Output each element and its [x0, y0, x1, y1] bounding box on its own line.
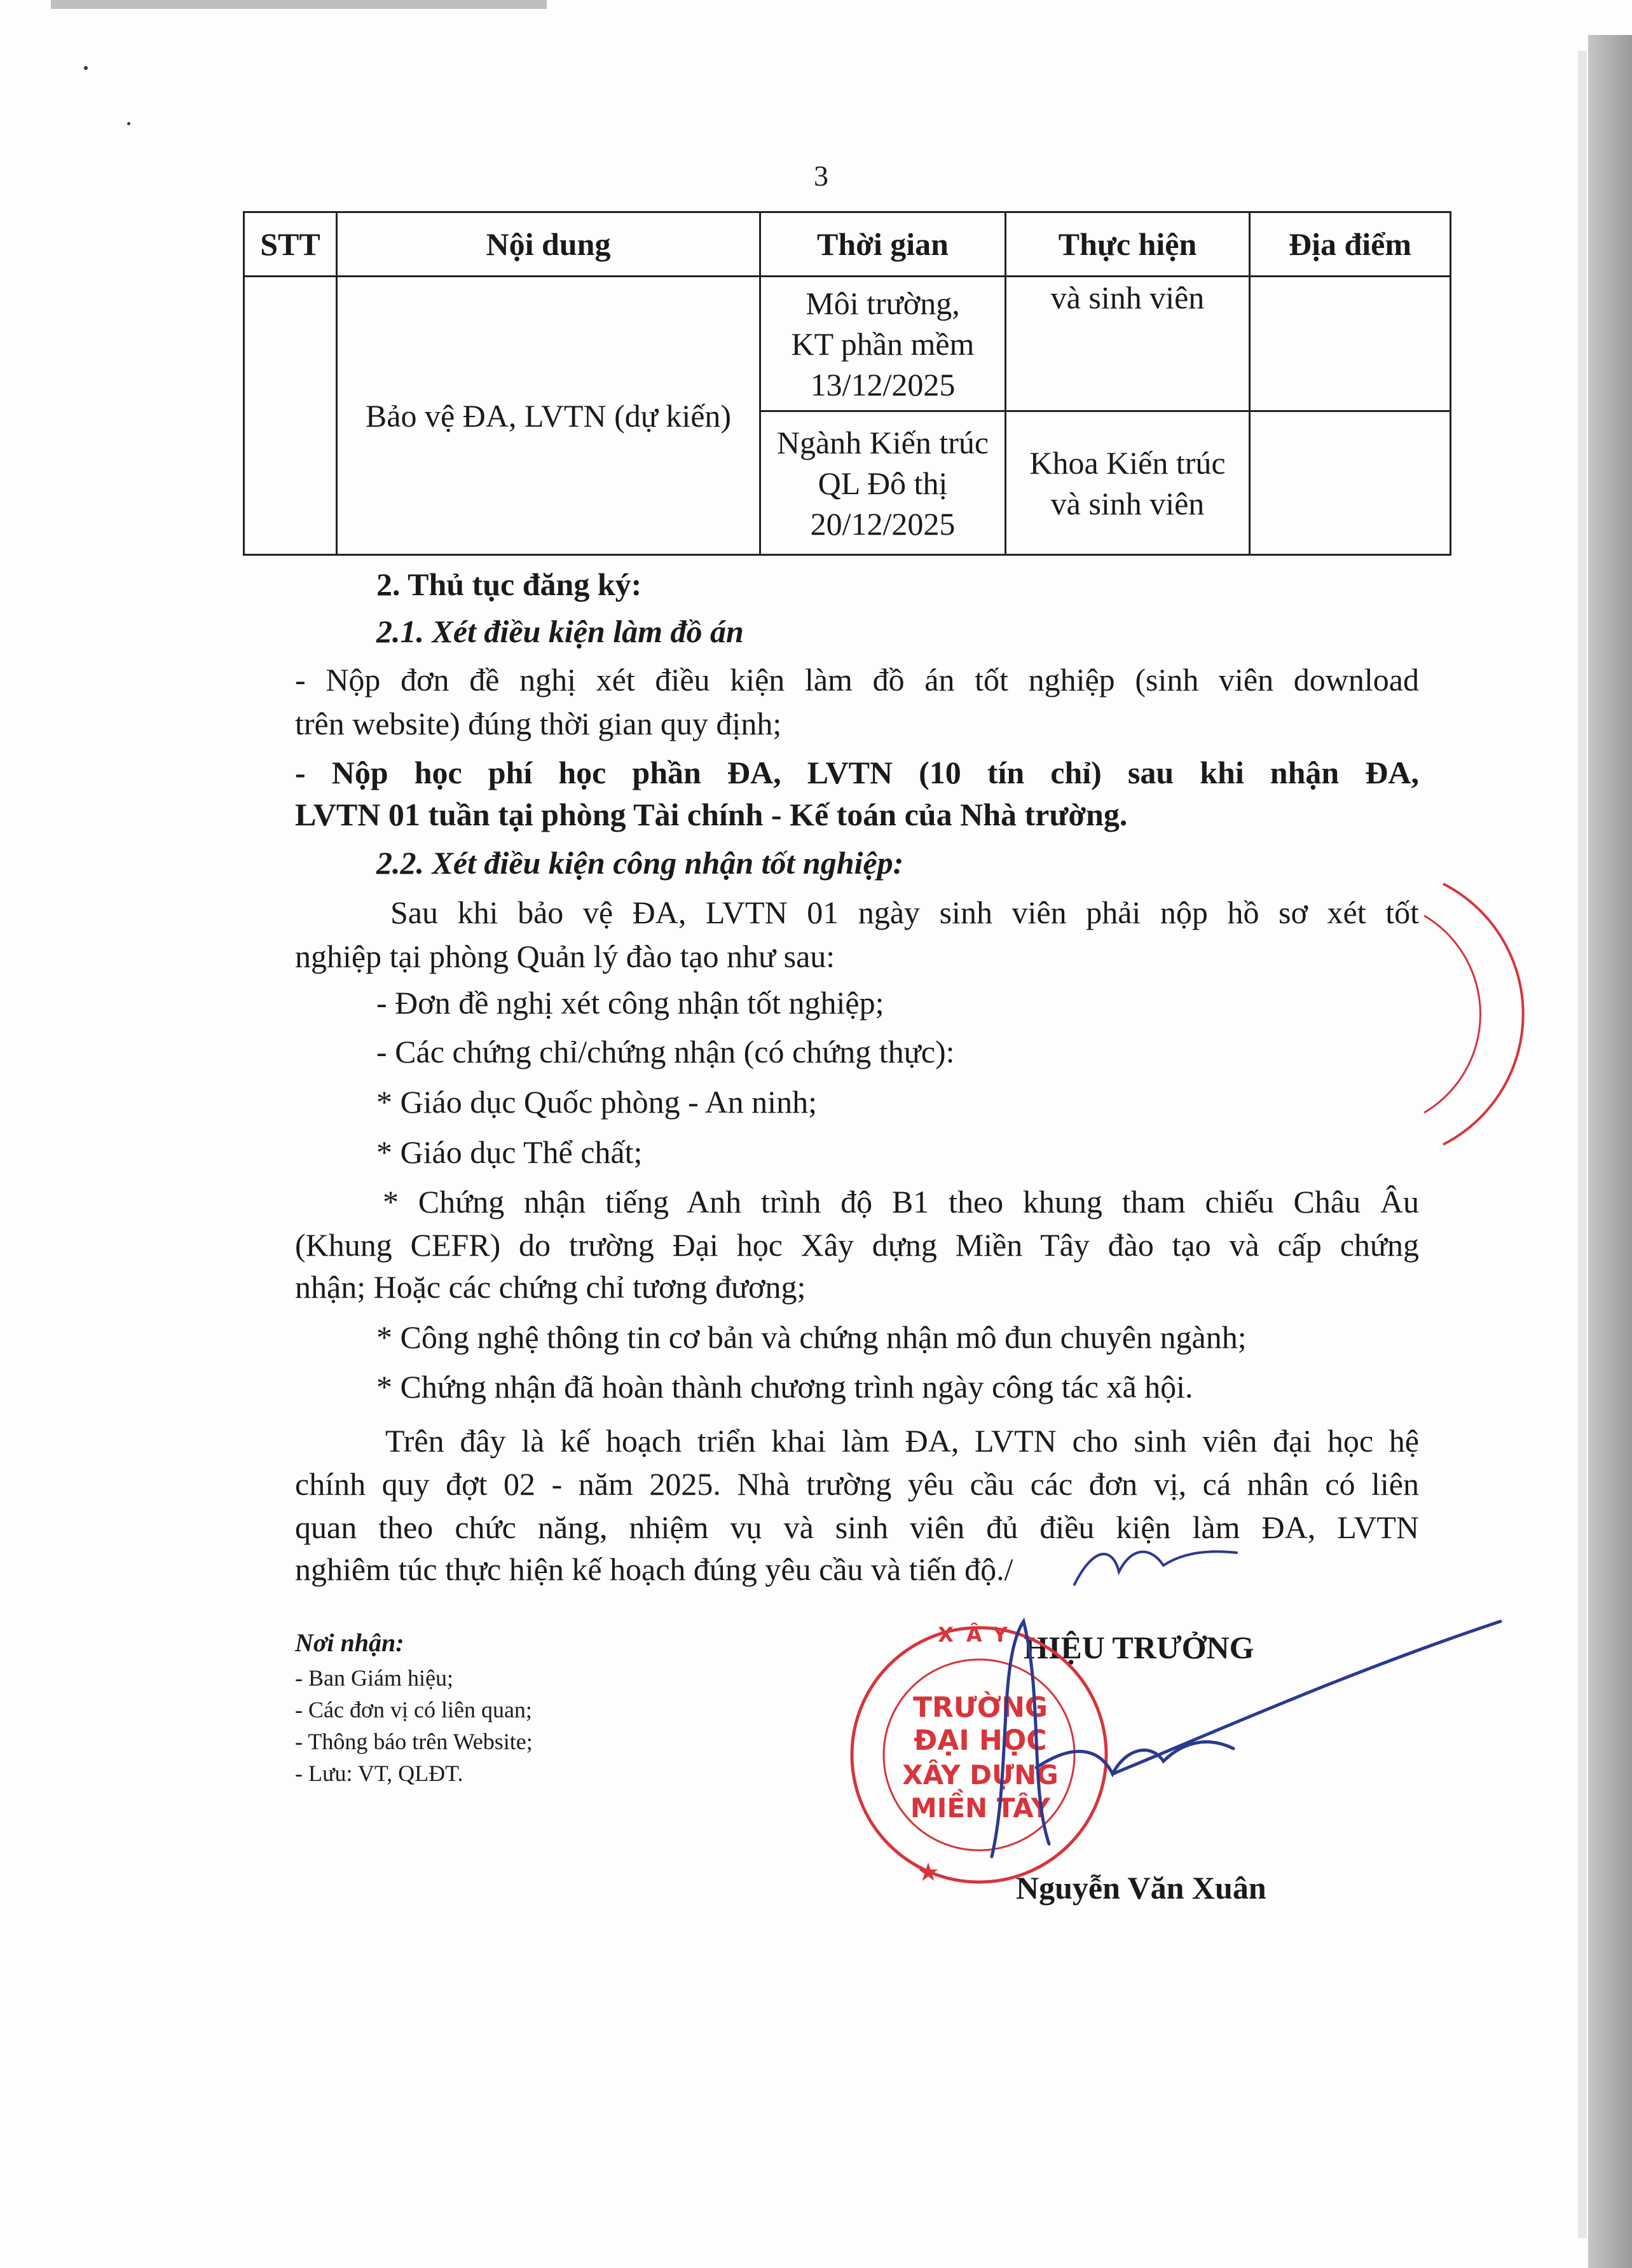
list-item: * Giáo dục Quốc phòng - An ninh; — [376, 1084, 817, 1120]
doer-line: Khoa Kiến trúc — [1029, 444, 1226, 481]
recipient-item: - Thông báo trên Website; — [295, 1729, 533, 1754]
svg-text:MIỀN TÂY: MIỀN TÂY — [910, 1792, 1051, 1824]
list-item: * Công nghệ thông tin cơ bản và chứng nhận mô đun chuyên ngành; — [376, 1319, 1247, 1355]
svg-text:XÂY DỰNG: XÂY DỰNG — [902, 1759, 1059, 1790]
time-line: Môi trường, — [806, 285, 960, 321]
list-item: nhận; Hoặc các chứng chỉ tương đương; — [295, 1269, 806, 1305]
doer-line: và sinh viên — [1050, 280, 1205, 315]
paragraph-line: trên website) đúng thời gian quy định; — [295, 706, 782, 741]
table-row — [244, 277, 1451, 411]
svg-text:TRƯỜNG: TRƯỜNG — [912, 1691, 1048, 1724]
time-line: Ngành Kiến trúc — [776, 424, 989, 460]
cell-time — [760, 277, 1006, 411]
schedule-table — [243, 211, 1451, 556]
time-line: KT phần mềm — [791, 326, 975, 362]
svg-text:ĐẠI HỌC: ĐẠI HỌC — [914, 1724, 1047, 1757]
recipients-title: Nơi nhận: — [295, 1628, 404, 1657]
recipient-item: - Lưu: VT, QLĐT. — [295, 1761, 463, 1786]
time-line: 20/12/2025 — [810, 505, 956, 542]
list-item: (Khung CEFR) do trường Đại học Xây dựng Miền Tây đào tạo và cấp chứng — [295, 1227, 1419, 1263]
cell-stt — [244, 277, 337, 555]
signer-name: Nguyễn Văn Xuân — [1016, 1870, 1266, 1906]
header-place: Địa điểm — [1250, 212, 1451, 277]
paragraph-line-bold: - Nộp học phí học phần ĐA, LVTN (10 tín chỉ) sau khi nhận ĐA, — [295, 755, 1419, 790]
cell-doer — [1006, 411, 1250, 555]
signer-title: HIỆU TRƯỞNG — [1024, 1630, 1254, 1665]
header-time: Thời gian — [760, 212, 1006, 277]
header-doer: Thực hiện — [1006, 212, 1250, 277]
list-item: * Chứng nhận tiếng Anh trình độ B1 theo khung tham chiếu Châu Âu — [383, 1184, 1419, 1220]
recipient-item: - Các đơn vị có liên quan; — [295, 1697, 532, 1722]
paragraph-line: - Nộp đơn đề nghị xét điều kiện làm đồ án tốt nghiệp (sinh viên download — [295, 662, 1419, 698]
table-header-row — [244, 212, 1451, 277]
header-content: Nội dung — [337, 212, 760, 277]
section-heading: 2. Thủ tục đăng ký: — [376, 567, 642, 602]
list-item: - Đơn đề nghị xét công nhận tốt nghiệp; — [376, 985, 884, 1021]
scan-edge-right — [1588, 35, 1632, 2268]
paragraph-line: Trên đây là kế hoạch triển khai làm ĐA, LVTN cho sinh viên đại học hệ — [385, 1423, 1419, 1459]
time-line: QL Đô thị — [818, 465, 948, 501]
subsection-heading: 2.1. Xét điều kiện làm đồ án — [376, 614, 744, 649]
cell-place — [1250, 277, 1451, 411]
paragraph-line: nghiệp tại phòng Quản lý đào tạo như sau: — [295, 938, 835, 974]
page-number: 3 — [814, 160, 828, 192]
svg-text:XÂY: XÂY — [938, 1623, 1020, 1647]
cell-content: Bảo vệ ĐA, LVTN (dự kiến) — [337, 277, 760, 555]
paragraph-line: chính quy đợt 02 - năm 2025. Nhà trường yêu cầu các đơn vị, cá nhân có liên — [295, 1466, 1419, 1502]
scan-edge-top — [51, 0, 547, 9]
cell-doer — [1006, 277, 1250, 411]
paragraph-line: quan theo chức năng, nhiệm vụ và sinh viên đủ điều kiện làm ĐA, LVTN — [295, 1509, 1419, 1545]
initials-signature — [1068, 1534, 1240, 1597]
subsection-heading: 2.2. Xét điều kiện công nhận tốt nghiệp: — [376, 845, 904, 881]
paragraph-line: nghiêm túc thực hiện kế hoạch đúng yêu cầu và tiến độ./ — [295, 1551, 1013, 1587]
scan-dust — [127, 122, 130, 125]
header-stt: STT — [244, 212, 337, 277]
handwritten-signature — [954, 1583, 1513, 1863]
paragraph-line: Sau khi bảo vệ ĐA, LVTN 01 ngày sinh viên phải nộp hồ sơ xét tốt — [390, 895, 1419, 930]
list-item: * Giáo dục Thể chất; — [376, 1134, 643, 1170]
doer-line: và sinh viên — [1050, 485, 1205, 521]
scan-edge-right-inner — [1578, 51, 1587, 2238]
list-item: * Chứng nhận đã hoàn thành chương trình ngày công tác xã hội. — [376, 1369, 1193, 1405]
svg-text:★: ★ — [917, 1858, 940, 1887]
list-item: - Các chứng chỉ/chứng nhận (có chứng thực): — [376, 1034, 955, 1069]
scan-dust — [84, 66, 88, 70]
paragraph-line-bold: LVTN 01 tuần tại phòng Tài chính - Kế toán của Nhà trường. — [295, 797, 1128, 832]
partial-seal-stamp — [1405, 877, 1551, 1151]
time-line: 13/12/2025 — [810, 366, 956, 402]
cell-place — [1250, 411, 1451, 555]
recipient-item: - Ban Giám hiệu; — [295, 1665, 453, 1691]
cell-time — [760, 411, 1006, 555]
